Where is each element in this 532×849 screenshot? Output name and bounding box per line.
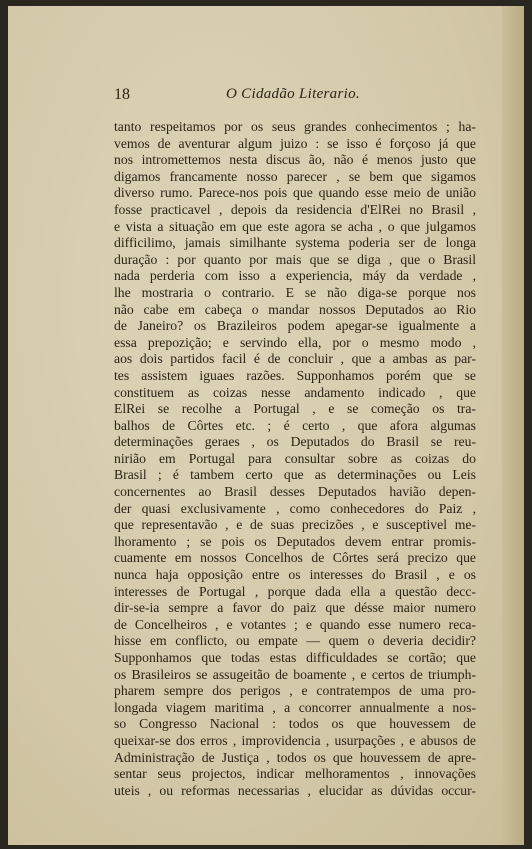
text-line: ElRei se recolhe a Portugal , e se começão os tra-	[114, 401, 476, 417]
body-text	[114, 119, 476, 799]
text-line: diverso rumo. Parece-nos pois que quando esse meio de união	[114, 185, 476, 201]
text-line: nos intromettemos nesta discus ão, não é menos justo que	[114, 152, 476, 168]
text-line: difficilimo, jamais similhante systema poderia ser de longa	[114, 235, 476, 251]
text-line: tanto respeitamos por os seus grandes conhecimentos ; ha-	[114, 119, 476, 134]
book-page	[8, 6, 524, 845]
text-line: hisse em conflicto, ou empate — quem o deveria decidir?	[114, 633, 476, 649]
text-line: e vista a situação em que este agora se acha , o que julgamos	[114, 218, 476, 234]
text-line: concernentes ao Brasil desses Deputados havião depen-	[114, 484, 476, 500]
text-line: balhos de Côrtes etc. ; é certo , que afora algumas	[114, 417, 476, 433]
text-line: lhoramento ; se pois os Deputados devem entrar promis-	[114, 533, 476, 549]
text-line: Supponhamos que todas estas difficuldades se cortão; que	[114, 650, 476, 665]
page-number: 18	[114, 86, 130, 103]
running-title: O Cidadão Literario.	[226, 86, 360, 102]
text-line: essa prepozição; e servindo ella, por o mesmo modo ,	[114, 334, 476, 350]
text-line: vemos de aventurar algum juizo : se isso é forçoso já que	[114, 135, 476, 151]
text-line: sentar seus projectos, indicar melhoramentos , innovações	[114, 766, 476, 782]
text-line: os Brasileiros se assugeitão de boamente , e certos de triumph-	[114, 666, 476, 682]
text-line: pharem sempre dos perigos , e contratempos de uma pro-	[114, 683, 476, 699]
text-line: Brasil ; é tambem certo que as determinações ou Leis	[114, 467, 476, 483]
text-line: digamos francamente nosso parecer , se bem que sigamos	[114, 168, 476, 184]
text-line: longada viagem maritima , a concorrer annualmente a nos-	[114, 699, 476, 715]
text-line: queixar-se dos erros , improvidencia , usurpações , e abusos de	[114, 732, 476, 748]
text-line: cuamente em nossos Concelhos de Côrtes será precizo que	[114, 550, 476, 566]
text-line: determinações geraes , os Deputados do Brasil se reu-	[114, 434, 476, 450]
text-line: duração : por quanto por mais que se diga , que o Brasil	[114, 251, 476, 267]
text-line: nunca haja opposição entre os interesses do Brasil , e os	[114, 567, 476, 583]
text-line: nada perderia com isso a experiencia, máy da verdade ,	[114, 268, 476, 284]
text-line: Administração de Justiça , todos os que houvessem de apre-	[114, 749, 476, 765]
text-line: de Janeiro? os Brazileiros podem apegar-se igualmente a	[114, 318, 476, 334]
text-line: que representavão , e de suas precizões , e susceptivel me-	[114, 517, 476, 533]
text-line: lhe mostraria o contrario. E se não diga-se porque nos	[114, 284, 476, 300]
page-header	[94, 86, 476, 108]
text-line: dir-se-ia sempre a favor do paiz que désse maior numero	[114, 600, 476, 616]
text-line: fosse practicavel , depois da residencia d'ElRei no Brasil ,	[114, 201, 476, 217]
text-line: so Congresso Nacional : todos os que houvessem de	[114, 716, 476, 732]
text-line: aos dois partidos facil é de concluir , que a ambas as par-	[114, 351, 476, 367]
text-line: der quasi exclusivamente , como conhecedores do Paiz ,	[114, 500, 476, 516]
text-line: uteis , ou reformas necessarias , elucidar as dúvidas occur-	[114, 782, 476, 798]
page-edge	[502, 6, 524, 845]
text-line: de Concelheiros , e votantes ; e quando esse numero reca-	[114, 616, 476, 632]
text-line: não cabe em cabeça o mandar nossos Deputados ao Rio	[114, 301, 476, 317]
text-line: nirião em Portugal para consultar sobre as coizas do	[114, 450, 476, 466]
text-line: constituem as coizas nesse andamento indicado , que	[114, 384, 476, 400]
text-line: interesses de Portugal , porque dada ella a questão decc-	[114, 583, 476, 599]
text-line: tes assistem iguaes razões. Supponhamos porém que se	[114, 367, 476, 383]
